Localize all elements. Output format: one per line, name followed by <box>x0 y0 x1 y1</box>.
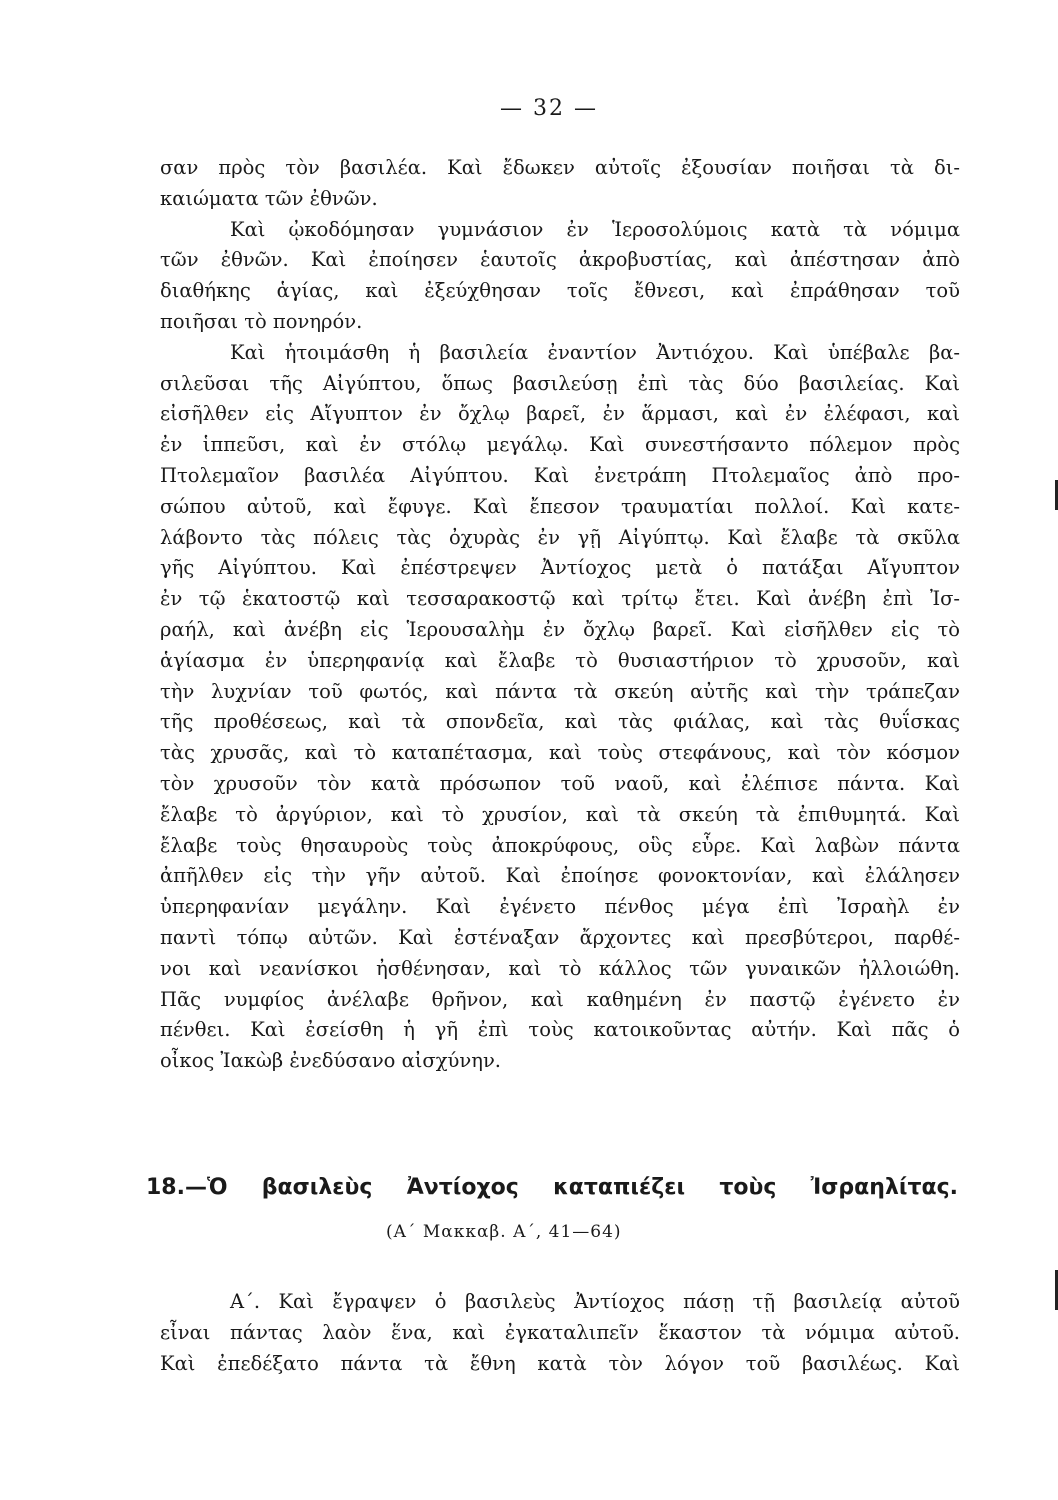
text-line: καιώματα τῶν ἐθνῶν. <box>160 186 378 210</box>
text-line: ὑπερηφανίαν μεγάλην. Καὶ ἐγένετο πένθος μέγα ἐπὶ Ἰσραὴλ ἐν <box>160 895 960 919</box>
text-line: σιλεῦσαι τῆς Αἰγύπτου, ὅπως βασιλεύσῃ ἐπὶ τὰς δύο βασιλείας. Καὶ <box>160 371 960 395</box>
section-heading: 18.—Ὁ βασιλεὺς Ἀντίοχος καταπιέζει τοὺς Ἰσραηλίτας. <box>146 1175 958 1200</box>
text-line: τὰς χρυσᾶς, καὶ τὸ καταπέτασμα, καὶ τοὺς στεφάνους, καὶ τὸν κόσμον <box>160 741 960 765</box>
text-line: Καὶ ᾠκοδόμησαν γυμνάσιον ἐν Ἱεροσολύμοις κατὰ τὰ νόμιμα <box>230 217 960 241</box>
text-line: τῆς προθέσεως, καὶ τὰ σπονδεῖα, καὶ τὰς φιάλας, καὶ τὰς θυΐσκας <box>160 710 960 734</box>
page-number: — 32 — <box>500 96 598 121</box>
text-line: τῶν ἐθνῶν. Καὶ ἐποίησεν ἑαυτοῖς ἀκροβυστίας, καὶ ἀπέστησαν ἀπὸ <box>160 248 960 272</box>
text-line: ἀπῆλθεν εἰς τὴν γῆν αὐτοῦ. Καὶ ἐποίησε φονοκτονίαν, καὶ ἐλάλησεν <box>160 864 960 888</box>
text-line: ποιῆσαι τὸ πονηρόν. <box>160 309 363 333</box>
text-line: παντὶ τόπῳ αὐτῶν. Καὶ ἐστέναξαν ἄρχοντες καὶ πρεσβύτεροι, παρθέ- <box>160 925 960 949</box>
text-line: Καὶ ἐπεδέξατο πάντα τὰ ἔθνη κατὰ τὸν λόγον τοῦ βασιλέως. Καὶ <box>160 1351 960 1375</box>
text-line: Α΄. Καὶ ἔγραψεν ὁ βασιλεὺς Ἀντίοχος πάσῃ τῇ βασιλείᾳ αὐτοῦ <box>230 1290 960 1313</box>
text-line: γῆς Αἰγύπτου. Καὶ ἐπέστρεψεν Ἀντίοχος μετὰ ὁ πατάξαι Αἴγυπτον <box>160 556 960 580</box>
text-line: εἰσῆλθεν εἰς Αἴγυπτον ἐν ὄχλῳ βαρεῖ, ἐν ἅρμασι, καὶ ἐν ἐλέφασι, καὶ <box>160 402 960 426</box>
text-line: ἐν τῷ ἑκατοστῷ καὶ τεσσαρακοστῷ καὶ τρίτῳ ἔτει. Καὶ ἀνέβη ἐπὶ Ἰσ- <box>160 587 960 611</box>
text-line: ἔλαβε τοὺς θησαυροὺς τοὺς ἀποκρύφους, οὓς εὗρε. Καὶ λαβὼν πάντα <box>160 833 960 857</box>
body-text-block <box>160 153 960 1077</box>
text-line: Καὶ ἡτοιμάσθη ἡ βασιλεία ἐναντίον Ἀντιόχου. Καὶ ὑπέβαλε βα- <box>230 340 960 364</box>
text-line: Πτολεμαῖον βασιλέα Αἰγύπτου. Καὶ ἐνετράπη Πτολεμαῖος ἀπὸ προ- <box>160 463 960 487</box>
text-line: ραήλ, καὶ ἀνέβη εἰς Ἱερουσαλὴμ ἐν ὄχλῳ βαρεῖ. Καὶ εἰσῆλθεν εἰς τὸ <box>160 617 960 641</box>
text-line: τὸν χρυσοῦν τὸν κατὰ πρόσωπον τοῦ ναοῦ, καὶ ἐλέπισε πάντα. Καὶ <box>160 771 960 795</box>
section-reference: (Α΄ Μακκαβ. Α΄, 41—64) <box>386 1222 622 1242</box>
text-line: Πᾶς νυμφίος ἀνέλαβε θρῆνον, καὶ καθημένη ἐν παστῷ ἐγένετο ἐν <box>160 987 960 1011</box>
text-line: ἁγίασμα ἐν ὑπερηφανίᾳ καὶ ἔλαβε τὸ θυσιαστήριον τὸ χρυσοῦν, καὶ <box>160 648 960 672</box>
text-line: πένθει. Καὶ ἐσείσθη ἡ γῆ ἐπὶ τοὺς κατοικοῦντας αὐτήν. Καὶ πᾶς ὁ <box>160 1018 960 1042</box>
text-line: ἐν ἱππεῦσι, καὶ ἐν στόλῳ μεγάλῳ. Καὶ συνεστήσαντο πόλεμον πρὸς <box>160 433 960 457</box>
text-line: ἔλαβε τὸ ἀργύριον, καὶ τὸ χρυσίον, καὶ τὰ σκεύη τὰ ἐπιθυμητά. Καὶ <box>160 802 960 826</box>
text-line: σαν πρὸς τὸν βασιλέα. Καὶ ἔδωκεν αὐτοῖς ἐξουσίαν ποιῆσαι τὰ δι- <box>160 156 960 179</box>
text-line: εἶναι πάντας λαὸν ἕνα, καὶ ἐγκαταλιπεῖν ἕκαστον τὰ νόμιμα αὐτοῦ. <box>160 1320 960 1344</box>
text-line: λάβοντο τὰς πόλεις τὰς ὀχυρὰς ἐν γῇ Αἰγύπτῳ. Καὶ ἔλαβε τὰ σκῦλα <box>160 525 960 549</box>
text-line: τὴν λυχνίαν τοῦ φωτός, καὶ πάντα τὰ σκεύη αὐτῆς καὶ τὴν τράπεζαν <box>160 679 960 703</box>
text-line: σώπου αὐτοῦ, καὶ ἔφυγε. Καὶ ἔπεσον τραυματίαι πολλοί. Καὶ κατε- <box>160 494 960 518</box>
section-body-text <box>160 1287 960 1379</box>
text-line: διαθήκης ἁγίας, καὶ ἐξεύχθησαν τοῖς ἔθνεσι, καὶ ἐπράθησαν τοῦ <box>160 279 960 303</box>
text-line: νοι καὶ νεανίσκοι ἠσθένησαν, καὶ τὸ κάλλος τῶν γυναικῶν ἠλλοιώθη. <box>160 956 960 980</box>
text-line: οἶκος Ἰακὼβ ἐνεδύσανο αἰσχύνην. <box>160 1049 501 1073</box>
